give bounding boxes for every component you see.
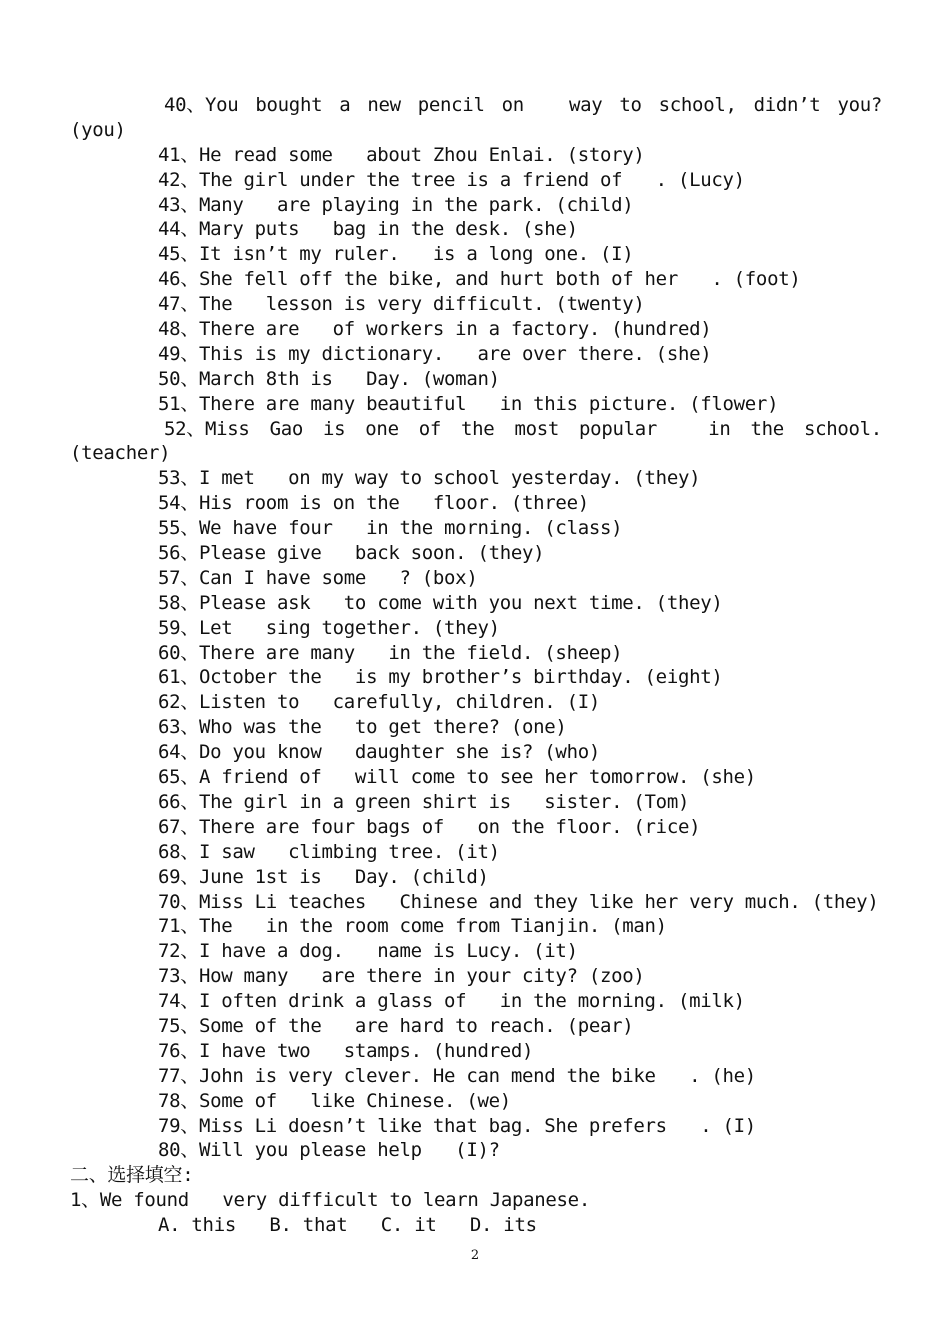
word: didn’t (753, 94, 821, 116)
exercise-item: 75、Some of the are hard to reach. (pear) (158, 1014, 634, 1037)
exercise-item: 80、Will you please help (I)? (158, 1139, 500, 1162)
word: most (514, 417, 560, 440)
word: pencil (417, 94, 485, 116)
exercise-item: 74、I often drink a glass of in the morning. (milk) (158, 990, 745, 1013)
exercise-item: 48、There are of workers in a factory. (hundred) (158, 318, 712, 341)
exercise-item: 53、I met on my way to school yesterday. (they) (158, 467, 701, 490)
word (541, 93, 552, 118)
exercise-item: 69、June 1st is Day. (child) (158, 865, 489, 888)
exercise-item: 76、I have two stamps. (hundred) (158, 1039, 534, 1062)
word: to (619, 94, 642, 116)
word: is (323, 417, 346, 440)
exercise-item: 72、I have a dog. name is Lucy. (it) (158, 940, 578, 963)
exercise-item: 49、This is my dictionary. are over there. (she) (158, 342, 712, 365)
exercise-item: 67、There are four bags of on the floor. (rice) (158, 815, 701, 838)
exercise-item-52 (70, 417, 882, 442)
page-number: 2 (470, 1248, 480, 1263)
exercise-item: 70、Miss Li teaches Chinese and they like her very much. (they) (158, 890, 879, 913)
word: you? (837, 94, 882, 116)
exercise-item-40-continuation: (you) (70, 118, 126, 141)
word: new (367, 94, 401, 116)
exercise-item: 71、The in the room come from Tianjin. (man) (158, 915, 667, 938)
exercise-item: 68、I saw climbing tree. (it) (158, 840, 500, 863)
word: the (750, 417, 784, 440)
exercise-item: 73、How many are there in your city? (zoo) (158, 965, 645, 988)
word: a (339, 94, 351, 116)
exercise-item: 50、March 8th is Day. (woman) (158, 367, 500, 390)
exercise-item: 44、Mary puts bag in the desk. (she) (158, 218, 578, 241)
exercise-item: 46、She fell off the bike, and hurt both of her . (foot) (158, 268, 801, 291)
choice-question-1-options: A. this B. that C. it D. its (158, 1214, 537, 1237)
exercise-item: 42、The girl under the tree is a friend of . (Lucy) (158, 168, 745, 191)
word: in (708, 417, 731, 440)
word: bought (255, 94, 323, 116)
exercise-item: 51、There are many beautiful in this picture. (flower) (158, 392, 779, 415)
word: way (568, 94, 603, 116)
exercise-item: 56、Please give back soon. (they) (158, 542, 545, 565)
exercise-item: 58、Please ask to come with you next time. (they) (158, 591, 723, 614)
word: school. (803, 417, 882, 440)
word: one (365, 417, 399, 440)
exercise-item: 54、His room is on the floor. (three) (158, 492, 589, 515)
word: school, (658, 94, 737, 116)
exercise-item: 60、There are many in the field. (sheep) (158, 641, 623, 664)
exercise-content (70, 93, 882, 1238)
exercise-item: 77、John is very clever. He can mend the bike . (he) (158, 1064, 756, 1087)
word: on (501, 94, 524, 116)
exercise-item: 41、He read some about Zhou Enlai. (story) (158, 143, 645, 166)
exercise-item: 79、Miss Li doesn’t like that bag. She prefers . (I) (158, 1114, 756, 1137)
exercise-item: 62、Listen to carefully, children. (I) (158, 691, 600, 714)
choice-question-1: 1、We found very difficult to learn Japanese. (70, 1189, 590, 1212)
exercise-item: 59、Let sing together. (they) (158, 616, 500, 639)
exercise-list-53-80 (70, 466, 882, 1163)
word: 40、You (164, 94, 239, 116)
exercise-item: 78、Some of like Chinese. (we) (158, 1089, 511, 1112)
word: 52、Miss (164, 417, 250, 440)
exercise-item: 45、It isn’t my ruler. is a long one. (I) (158, 243, 634, 266)
word: popular (579, 417, 658, 440)
exercise-item: 55、We have four in the morning. (class) (158, 517, 623, 540)
exercise-list-41-51 (70, 143, 882, 417)
exercise-item: 61、October the is my brother’s birthday. (eight) (158, 666, 723, 689)
exercise-item: 66、The girl in a green shirt is sister. (Tom) (158, 790, 690, 813)
exercise-item: 43、Many are playing in the park. (child) (158, 193, 634, 216)
word: Gao (269, 417, 303, 440)
word (677, 417, 688, 442)
section-2-heading: 二、选择填空: (70, 1164, 194, 1187)
exercise-item: 64、Do you know daughter she is? (who) (158, 741, 600, 764)
exercise-item-52-continuation: (teacher) (70, 442, 171, 465)
exercise-item: 57、Can I have some ? (box) (158, 566, 478, 589)
exercise-item: 63、Who was the to get there? (one) (158, 716, 567, 739)
word: of (418, 417, 442, 440)
word: the (461, 417, 495, 440)
exercise-item: 65、A friend of will come to see her tomorrow. (she) (158, 766, 756, 789)
exercise-item-40 (70, 93, 882, 118)
exercise-item: 47、The lesson is very difficult. (twenty) (158, 293, 645, 316)
